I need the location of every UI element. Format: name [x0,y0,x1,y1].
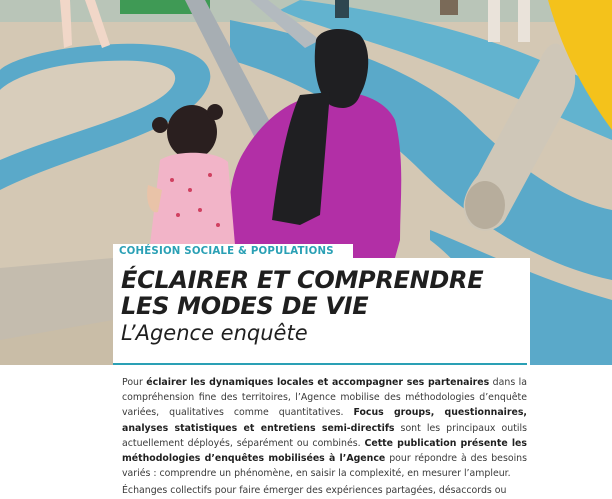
bold-run: Focus groups, questionnaires, analyses statistiques et entretiens semi-directifs [122,407,527,434]
text-run: sont les principaux outils actuellement déployés, séparément ou combinés. [122,422,527,449]
page-title [121,267,526,319]
text-run: Pour [122,377,147,388]
title-line-2: LES MODES DE VIE [121,292,369,320]
bold-run: Cette publication présente les méthodologies d’enquêtes mobilisées à l’Agence [122,437,527,465]
body-text [122,375,527,499]
section-kicker: COHÉSION SOCIALE & POPULATIONS [113,244,353,260]
paragraph-1 [122,375,527,481]
text-run: pour répondre à des besoins variés : comprendre un phénomène, en saisir la complexité, en mesurer l’ampleur. [122,453,527,480]
text-run: dans la compréhension fine des territoires, l’Agence mobilise des méthodologies d’enquête variées, qualitatives comme quantitatives. [122,377,527,419]
title-line-1: ÉCLAIRER ET COMPRENDRE [121,266,484,294]
paragraph-2: Échanges collectifs pour faire émerger des expériences partagées, désaccords ou [122,485,507,497]
bold-run: éclairer les dynamiques locales et accompagner ses partenaires [146,377,490,388]
accent-divider [113,363,527,365]
page-subtitle: L’Agence enquête [121,321,308,345]
